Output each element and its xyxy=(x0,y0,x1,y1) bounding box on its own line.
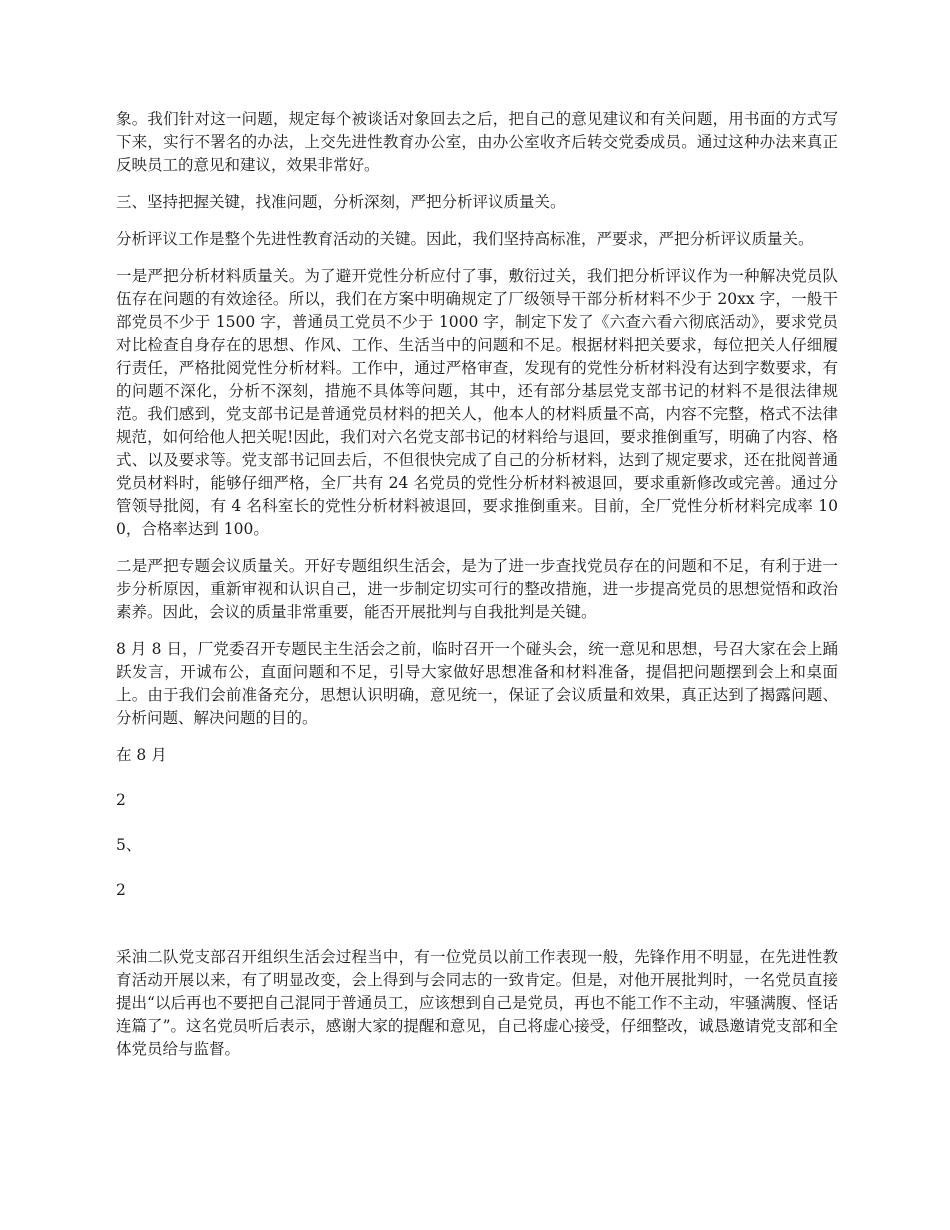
paragraph-analysis-intro: 分析评议工作是整个先进性教育活动的关键。因此，我们坚持高标准，严要求，严把分析评议质量关。 xyxy=(116,230,814,248)
section-heading-three: 三、坚持把握关键，找准问题，分析深刻，严把分析评议质量关。 xyxy=(116,193,566,211)
paragraph-material-quality: 一是严把分析材料质量关。为了避开党性分析应付了事，敷衍过关，我们把分析评议作为一种解决党员队伍存在问题的有效途径。所以，我们在方案中明确规定了厂级领导干部分析材料不少于 20xx 字，一般干部党员不少于 1500 字，普通员工党员不少于 1000 字，制定下发了《六查六看六彻底活动》，要求党员对比检查自身存在的思想、作风、工作、生活当中的问题和不足。根据材料把关要求，每位把关人仔细履行责任，严格批阅党性分析材料。工作中，通过严格审查，发现有的党性分析材料没有达到字数要求，有的问题不深化，分析不深刻，措施不具体等问题，其中，还有部分基层党支部书记的材料不是很法律规范。我们感到，党支部书记是普通党员材料的把关人，他本人的材料质量不高，内容不完整，格式不法律规范，如何给他人把关呢!因此，我们对六名党支部书记的材料给与退回，要求推倒重写，明确了内容、格式、以及要求等。党支部书记回去后，不但很快完成了自己的分析材料，达到了规定要求，还在批阅普通党员材料时，能够仔细严格，全厂共有 24 名党员的党性分析材料被退回，要求重新修改或完善。通过分管领导批阅，有 4 名科室长的党性分析材料被退回，要求推倒重来。目前，全厂党性分析材料完成率 100，合格率达到 100。 xyxy=(116,267,838,538)
paragraph-august-meeting: 8 月 8 日，厂党委召开专题民主生活会之前，临时召开一个碰头会，统一意见和思想，号召大家在会上踊跃发言，开诚布公，直面问题和不足，引导大家做好思想准备和材料准备，提倡把问题摆到会上和桌面上。由于我们会前准备充分，思想认识明确，意见统一，保证了会议质量和效果，真正达到了揭露问题、分析问题、解决问题的目的。 xyxy=(116,640,838,727)
paragraph-team-meeting: 采油二队党支部召开组织生活会过程当中，有一位党员以前工作表现一般，先锋作用不明显，在先进性教育活动开展以来，有了明显改变，会上得到与会同志的一致肯定。但是，对他开展批判时，一名党员直接提出“以后再也不要把自己混同于普通员工，应该想到自己是党员，再也不能工作不主动，牢骚满腹、怪话连篇了”。这名党员听后表示，感谢大家的提醒和意见，自己将虚心接受，仔细整改，诚恳邀请党支部和全体党员给与监督。 xyxy=(116,948,838,1058)
paragraph-meeting-quality: 二是严把专题会议质量关。开好专题组织生活会，是为了进一步查找党员存在的问题和不足，有利于进一步分析原因，重新审视和认识自己，进一步制定切实可行的整改措施，进一步提高党员的思想觉悟和政治素养。因此，会议的质量非常重要，能否开展批判与自我批判是关键。 xyxy=(116,557,838,621)
fragment-date-month: 在 8 月 xyxy=(116,746,167,764)
fragment-number-three: 2 xyxy=(116,881,126,899)
blank-spacer xyxy=(116,924,838,946)
document-body xyxy=(116,108,838,1075)
paragraph-feedback-method: 象。我们针对这一问题，规定每个被谈话对象回去之后，把自己的意见建议和有关问题，用书面的方式写下来，实行不署名的办法，上交先进性教育办公室，由办公室收齐后转交党委成员。通过这种办法来真正反映员工的意见和建议，效果非常好。 xyxy=(116,110,838,174)
fragment-number-two: 5、 xyxy=(116,836,142,854)
fragment-number-one: 2 xyxy=(116,791,126,809)
